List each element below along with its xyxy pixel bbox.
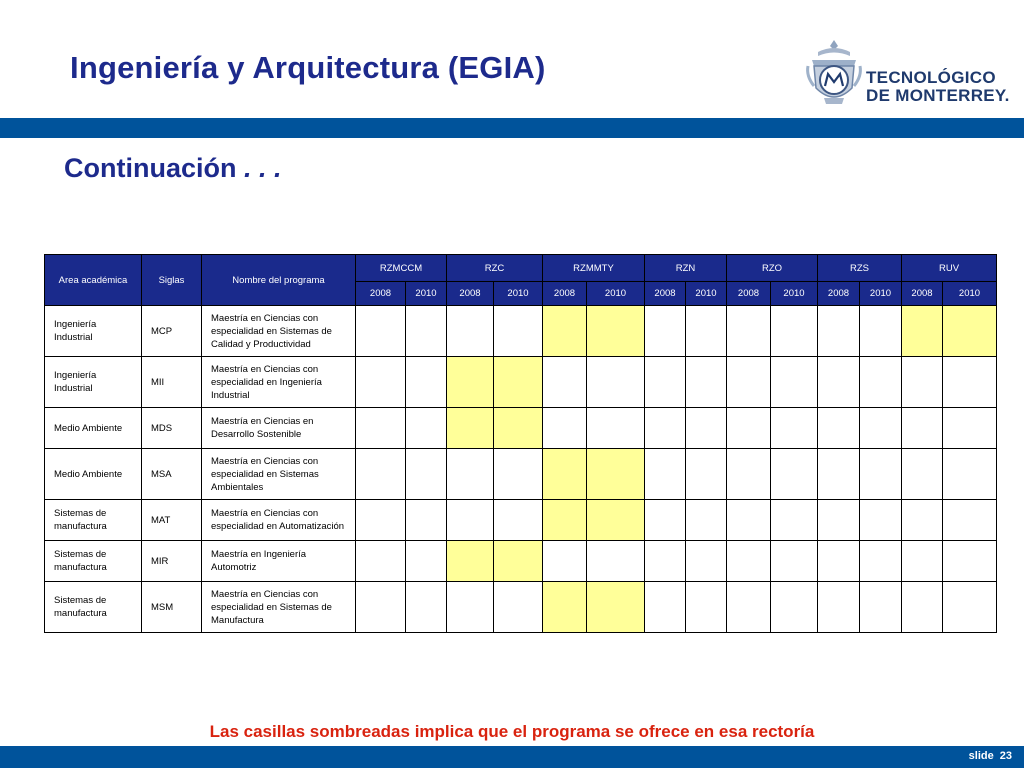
slide-number [969,750,1012,762]
table-row [45,541,997,582]
empty-cell-rzs-2008 [818,357,860,408]
empty-cell-rzmccm-2008 [356,582,406,633]
empty-cell-ruv-2008 [902,541,943,582]
empty-cell-ruv-2010 [943,500,997,541]
cell-siglas: MIR [142,541,202,582]
subtitle-text: Continuación [64,153,237,183]
empty-cell-rzmccm-2010 [406,582,447,633]
empty-cell-rzs-2008 [818,582,860,633]
slide-number-value: 23 [999,750,1012,762]
empty-cell-rzs-2010 [860,306,902,357]
empty-cell-rzc-2008 [447,582,494,633]
empty-cell-rzmmty-2010 [587,357,645,408]
empty-cell-rzn-2010 [686,541,727,582]
offered-cell-ruv-2010 [943,306,997,357]
empty-cell-rzc-2010 [494,582,543,633]
offered-cell-rzmmty-2010 [587,582,645,633]
empty-cell-rzmccm-2010 [406,306,447,357]
empty-cell-ruv-2008 [902,500,943,541]
cell-siglas: MII [142,357,202,408]
program-table [44,254,997,633]
header-band [0,118,1024,138]
cell-programa: Maestría en Ciencias en Desarrollo Sostenible [202,408,356,449]
empty-cell-rzc-2010 [494,449,543,500]
empty-cell-rzmccm-2008 [356,500,406,541]
empty-cell-ruv-2010 [943,449,997,500]
empty-cell-rzn-2008 [645,357,686,408]
campus-header-rzmccm: RZMCCM [356,255,447,282]
table-row [45,582,997,633]
empty-cell-rzn-2008 [645,582,686,633]
slide-title: Ingeniería y Arquitectura (EGIA) [70,50,546,85]
empty-cell-rzc-2008 [447,500,494,541]
year-header-rzo-2008: 2008 [727,282,771,306]
empty-cell-rzmmty-2008 [543,357,587,408]
cell-programa: Maestría en Ciencias con especialidad en Automatización [202,500,356,541]
offered-cell-rzmmty-2010 [587,449,645,500]
year-header-ruv-2008: 2008 [902,282,943,306]
offered-cell-rzmmty-2008 [543,306,587,357]
offered-cell-rzc-2010 [494,357,543,408]
empty-cell-rzmccm-2010 [406,449,447,500]
campus-header-rzo: RZO [727,255,818,282]
empty-cell-rzo-2010 [771,582,818,633]
empty-cell-rzo-2010 [771,541,818,582]
offered-cell-rzmmty-2008 [543,449,587,500]
empty-cell-ruv-2008 [902,408,943,449]
empty-cell-rzo-2008 [727,500,771,541]
empty-cell-rzo-2008 [727,357,771,408]
empty-cell-rzo-2010 [771,449,818,500]
year-header-rzo-2010: 2010 [771,282,818,306]
cell-area: Sistemas de manufactura [45,500,142,541]
empty-cell-rzn-2010 [686,582,727,633]
offered-cell-rzc-2008 [447,541,494,582]
campus-header-rzn: RZN [645,255,727,282]
tec-seal-icon [804,36,864,108]
empty-cell-rzs-2010 [860,500,902,541]
empty-cell-rzo-2008 [727,306,771,357]
offered-cell-rzc-2008 [447,357,494,408]
empty-cell-ruv-2008 [902,357,943,408]
cell-area: Sistemas de manufactura [45,582,142,633]
cell-siglas: MCP [142,306,202,357]
year-header-rzmmty-2008: 2008 [543,282,587,306]
empty-cell-rzn-2008 [645,306,686,357]
empty-cell-rzn-2008 [645,408,686,449]
year-header-ruv-2010: 2010 [943,282,997,306]
slide-subtitle [64,153,282,184]
cell-siglas: MSA [142,449,202,500]
empty-cell-rzs-2008 [818,408,860,449]
cell-area: Ingeniería Industrial [45,306,142,357]
cell-programa: Maestría en Ciencias con especialidad en Sistemas Ambientales [202,449,356,500]
empty-cell-rzmccm-2008 [356,357,406,408]
empty-cell-rzn-2010 [686,408,727,449]
empty-cell-rzn-2008 [645,449,686,500]
table-row [45,500,997,541]
year-header-rzn-2010: 2010 [686,282,727,306]
empty-cell-rzs-2008 [818,541,860,582]
empty-cell-rzc-2008 [447,306,494,357]
slide-label: slide [968,750,994,762]
empty-cell-ruv-2010 [943,582,997,633]
year-header-rzn-2008: 2008 [645,282,686,306]
cell-area: Sistemas de manufactura [45,541,142,582]
cell-programa: Maestría en Ciencias con especialidad en Ingeniería Industrial [202,357,356,408]
logo-line-1: TECNOLÓGICO [866,68,996,87]
subtitle-ellipsis: . . . [244,153,282,183]
cell-area: Medio Ambiente [45,449,142,500]
logo-wordmark [866,69,1010,105]
footer-band [0,746,1024,768]
empty-cell-rzs-2008 [818,306,860,357]
tec-monterrey-logo [804,36,1014,110]
empty-cell-rzn-2008 [645,541,686,582]
empty-cell-rzo-2010 [771,408,818,449]
logo-line-2: DE MONTERREY. [866,86,1010,105]
empty-cell-rzn-2010 [686,449,727,500]
empty-cell-rzmmty-2010 [587,408,645,449]
empty-cell-rzc-2010 [494,500,543,541]
table-row [45,306,997,357]
table-row [45,408,997,449]
empty-cell-ruv-2008 [902,449,943,500]
empty-cell-rzmmty-2008 [543,408,587,449]
col-header-siglas: Siglas [142,255,202,306]
year-header-rzmccm-2008: 2008 [356,282,406,306]
empty-cell-rzmccm-2010 [406,541,447,582]
empty-cell-rzn-2008 [645,500,686,541]
campus-header-ruv: RUV [902,255,997,282]
empty-cell-rzn-2010 [686,306,727,357]
empty-cell-rzo-2008 [727,449,771,500]
empty-cell-ruv-2010 [943,357,997,408]
empty-cell-rzc-2008 [447,449,494,500]
empty-cell-rzs-2010 [860,541,902,582]
cell-siglas: MSM [142,582,202,633]
offered-cell-rzmmty-2010 [587,500,645,541]
empty-cell-rzmccm-2010 [406,408,447,449]
year-header-rzc-2008: 2008 [447,282,494,306]
cell-programa: Maestría en Ciencias con especialidad en Sistemas de Calidad y Productividad [202,306,356,357]
cell-programa: Maestría en Ciencias con especialidad en Sistemas de Manufactura [202,582,356,633]
campus-header-rzmmty: RZMMTY [543,255,645,282]
legend-note: Las casillas sombreadas implica que el programa se ofrece en esa rectoría [209,722,815,741]
col-header-programa: Nombre del programa [202,255,356,306]
cell-siglas: MDS [142,408,202,449]
empty-cell-rzo-2008 [727,408,771,449]
empty-cell-ruv-2010 [943,541,997,582]
empty-cell-rzo-2008 [727,541,771,582]
empty-cell-rzs-2008 [818,500,860,541]
year-header-rzs-2010: 2010 [860,282,902,306]
campus-header-rzs: RZS [818,255,902,282]
offered-cell-rzmmty-2008 [543,500,587,541]
empty-cell-rzmccm-2008 [356,306,406,357]
year-header-rzmmty-2010: 2010 [587,282,645,306]
year-header-rzs-2008: 2008 [818,282,860,306]
empty-cell-rzmccm-2008 [356,449,406,500]
offered-cell-ruv-2008 [902,306,943,357]
empty-cell-rzo-2010 [771,357,818,408]
table-row [45,449,997,500]
table-row [45,357,997,408]
cell-programa: Maestría en Ingeniería Automotriz [202,541,356,582]
empty-cell-ruv-2010 [943,408,997,449]
col-header-area: Area académica [45,255,142,306]
cell-siglas: MAT [142,500,202,541]
empty-cell-rzmccm-2010 [406,357,447,408]
offered-cell-rzmmty-2010 [587,306,645,357]
campus-header-rzc: RZC [447,255,543,282]
empty-cell-rzs-2010 [860,357,902,408]
empty-cell-rzmccm-2010 [406,500,447,541]
empty-cell-ruv-2008 [902,582,943,633]
cell-area: Medio Ambiente [45,408,142,449]
empty-cell-rzmccm-2008 [356,408,406,449]
offered-cell-rzc-2010 [494,408,543,449]
empty-cell-rzs-2010 [860,582,902,633]
empty-cell-rzo-2010 [771,306,818,357]
year-header-rzmccm-2010: 2010 [406,282,447,306]
offered-cell-rzmmty-2008 [543,582,587,633]
empty-cell-rzs-2010 [860,408,902,449]
year-header-rzc-2010: 2010 [494,282,543,306]
offered-cell-rzc-2010 [494,541,543,582]
empty-cell-rzs-2008 [818,449,860,500]
empty-cell-rzo-2008 [727,582,771,633]
empty-cell-rzs-2010 [860,449,902,500]
cell-area: Ingeniería Industrial [45,357,142,408]
empty-cell-rzn-2010 [686,500,727,541]
empty-cell-rzmccm-2008 [356,541,406,582]
header-row-campuses [45,255,997,282]
empty-cell-rzc-2010 [494,306,543,357]
empty-cell-rzo-2010 [771,500,818,541]
empty-cell-rzmmty-2008 [543,541,587,582]
empty-cell-rzn-2010 [686,357,727,408]
empty-cell-rzmmty-2010 [587,541,645,582]
offered-cell-rzc-2008 [447,408,494,449]
